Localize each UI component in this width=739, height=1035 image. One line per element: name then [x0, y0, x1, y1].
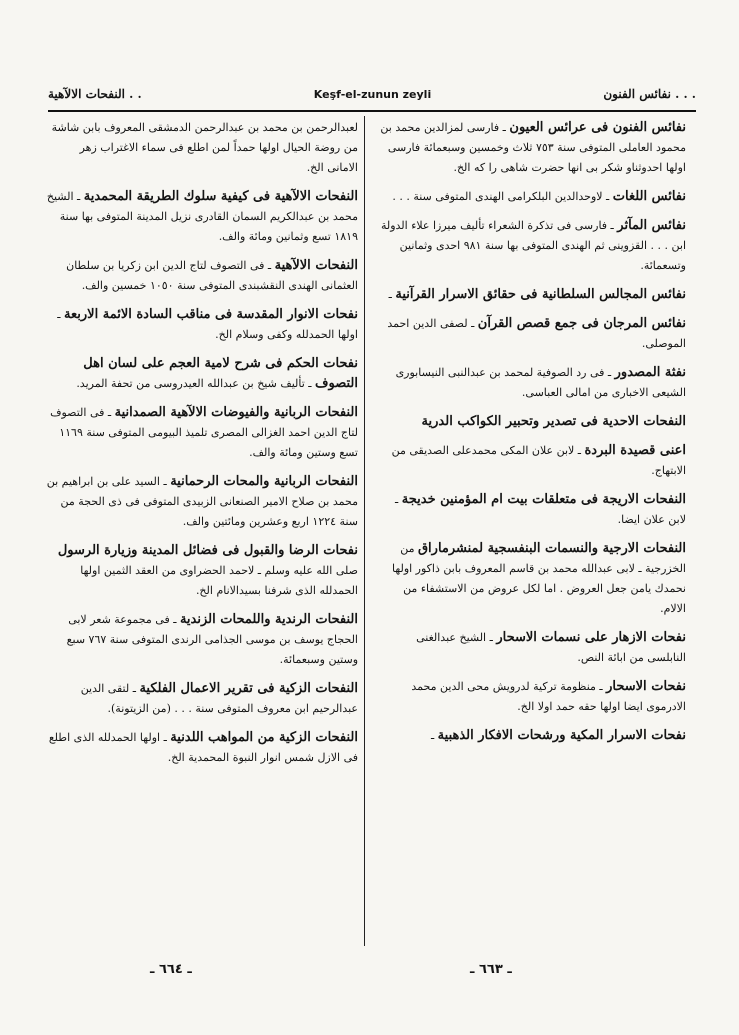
- entry: [374, 539, 686, 619]
- entry: [46, 541, 358, 601]
- entry-title: اعنى قصيدة البردة: [584, 443, 686, 458]
- entry: [46, 354, 358, 394]
- entry-text: ـ لابن علان المكى محمدعلى الصديقى من الابتهاج.: [391, 444, 686, 477]
- entry: [374, 118, 686, 178]
- entry: [46, 728, 358, 768]
- entry: [374, 628, 686, 668]
- entry-text: ـ منظومة تركية لدرويش محى الدين محمد الادرموى ايضا اولها حقه حمد اولا الخ.: [411, 680, 686, 713]
- entry: [374, 187, 686, 207]
- entry-text: من الخزرجية ـ لابى عبدالله محمد بن قاسم المعروف بابن ذاكور اولها نحمدك يامن جعل العروض . اما لكل عروض من الاستشفاء من الالام.: [392, 542, 686, 615]
- entry-text: ـ: [388, 288, 392, 301]
- entry-text: ـ فى مجموعة شعر لابى الحجاج يوسف بن موسى الجذامى الرندى المتوفى سنة ٧٦٧ سبع وستين وسبعمائة.: [66, 613, 358, 666]
- entry-title: نفحات الرضا والقبول فى فضائل المدينة وزيارة الرسول: [57, 543, 358, 558]
- entry-text: ـ لتقى الدين عبدالرحيم ابن معروف المتوفى سنة . . . (من الزيتونة).: [80, 682, 358, 715]
- right-column: [374, 118, 686, 950]
- entry-text: ـ فارسى فى تذكرة الشعراء تأليف ميرزا علاء الدولة ابن . . . القزوينى ثم الهندى المتوفى بها سنة ٩٨١ احدى وثمانين وتسعمائة.: [380, 219, 686, 272]
- column-divider: [364, 116, 365, 946]
- entry-title: نفحات الاسحار: [606, 679, 686, 694]
- entry-text: ـ الشيخ محمد بن عبدالكريم السمان القادرى نزيل المدينة المتوفى بها سنة ١٨١٩ تسع وثمانين ومائة والف.: [46, 190, 358, 243]
- entry-text: ـ فارسى لمزالدين محمد بن محمود العاملى المتوفى سنة ٧٥٣ ثلاث وخمسين وسبعمائة فارسى اولها احدوثناو شكر بى انها حضرت شاهى را كه الخ.: [380, 121, 686, 174]
- entry-title: نفائس المرجان فى جمع قصص القرآن: [477, 316, 686, 331]
- left-running-title: النفحات الالآهية . .: [48, 87, 142, 101]
- entry: [374, 726, 686, 746]
- entry-text: ـ اولها الحمدلله الذى اطلع فى الازل شمس انوار النبوة المحمدية الخ.: [48, 731, 358, 764]
- entry: [374, 216, 686, 276]
- entry: [374, 363, 686, 403]
- entry: [46, 679, 358, 719]
- entry-text: لعبدالرحمن بن محمد بن عبدالرحمن الدمشقى المعروف بابن شاشة من روضة الحيال اولها حمداً لمن اطلع فى سماء الاغتراب زهر الامانى الخ.: [51, 121, 358, 174]
- entry-title: النفحات الارجية والنسمات البنفسجية لمنشرماراق: [417, 541, 686, 556]
- entry: [374, 490, 686, 530]
- entry: [374, 285, 686, 305]
- left-column: [46, 118, 358, 950]
- entry: [374, 314, 686, 354]
- entry: [46, 187, 358, 247]
- entry-text: ـ لصفى الدين احمد الموصلى.: [387, 317, 686, 350]
- entry-title: نفحات الاسرار المكية ورشحات الافكار الذهبية: [437, 728, 686, 743]
- entry-text: ـ لاوحدالدين البلكرامى الهندى المتوفى سنة . . .: [392, 190, 610, 203]
- entry: [374, 677, 686, 717]
- right-running-title: نفائس الفنون . . .: [603, 87, 696, 101]
- entry-title: نفحات الحكم فى شرح لامية العجم على لسان اهل التصوف: [83, 356, 358, 391]
- page-header: [48, 78, 696, 112]
- entry: [374, 441, 686, 481]
- entry-text: ـ فى التصوف لتاج الدين ابن زكريا بن سلطان العثمانى الهندى النقشبندى المتوفى سنة ١٠٥٠ خمسين والف.: [66, 259, 358, 292]
- entry-title: نفائس الفنون فى عرائس العيون: [509, 120, 686, 135]
- entry-title: النفحات الزكية فى تقرير الاعمال الفلكية: [139, 681, 358, 696]
- entry-text: ـ الشيخ عبدالغنى النابلسى من ابائة النص.: [416, 631, 686, 664]
- entry-text: صلى الله عليه وسلم ـ لاحمد الحضراوى من العقد الثمين اولها الحمدلله الذى شرفنا بسيدالانام الخ.: [80, 564, 358, 597]
- entry-title: النفحات الالآهية: [274, 258, 358, 273]
- entry-text: ـ فى رد الصوفية لمحمد بن عبدالنبى النيسابورى الشيعى الاخبارى من امالى العباسى.: [395, 366, 686, 399]
- entry-title: نفائس اللغات: [612, 189, 686, 204]
- entry-text: ـ فى التصوف لتاج الدين احمد الغزالى المصرى تلميذ البيومى المتوفى سنة ١١٦٩ تسع وستين ومائة والف.: [50, 406, 358, 459]
- entry-text: ـ اولها الحمدلله وكفى وسلام الخ.: [57, 308, 358, 341]
- entry: [374, 412, 686, 432]
- entry-title: النفحات الزكية من المواهب اللدنية: [170, 730, 358, 745]
- entry-title: النفحات الرندية واللمحات الزندية: [179, 612, 358, 627]
- entry-title: النفحات الربانية والمحات الرحمانية: [170, 474, 358, 489]
- entry-title: نفثة المصدور: [614, 365, 686, 380]
- entry-title: نفحات الانوار المقدسة فى مناقب السادة الائمة الاربعة: [64, 307, 358, 322]
- entry-title: النفحات الربانية والفيوضات الالآهية الصمدانية: [114, 405, 358, 420]
- entry-title: نفائس المآثر: [617, 218, 686, 233]
- entry-text: ـ تأليف شيخ بن عبدالله العيدروسى من تحفة المريد.: [76, 377, 312, 390]
- entry-title: نفحات الازهار على نسمات الاسحار: [496, 630, 686, 645]
- entry: [46, 118, 358, 178]
- center-running-title: Keşf-el-zunun zeyli: [313, 87, 432, 101]
- left-page-number: ـ ٦٦٤ ـ: [150, 962, 192, 977]
- entry-title: النفحات الالآهية فى كيفية سلوك الطريقة المحمدية: [83, 189, 358, 204]
- entry-text: ـ لابن علان ايضا.: [395, 493, 686, 526]
- entry: [46, 256, 358, 296]
- entry: [46, 403, 358, 463]
- entry: [46, 472, 358, 532]
- entry-title: نفائس المجالس السلطانية فى حقائق الاسرار القرآنية: [395, 287, 686, 302]
- entry-text: ـ: [430, 729, 435, 742]
- entry-title: النفحات الاريجة فى متعلقات بيت ام المؤمنين خديجة: [401, 492, 686, 507]
- entry-title: النفحات الاحدية فى تصدير وتحبير الكواكب الدرية: [421, 414, 686, 429]
- entry: [46, 305, 358, 345]
- entry-text: ـ السيد على بن ابراهيم بن محمد بن صلاح الامير الصنعانى الزبيدى المتوفى فى ذى الحجة من سنة ١٢٢٤ اربع وعشرين ومائتين والف.: [46, 475, 358, 528]
- entry: [46, 610, 358, 670]
- right-page-number: ـ ٦٦٣ ـ: [470, 962, 512, 977]
